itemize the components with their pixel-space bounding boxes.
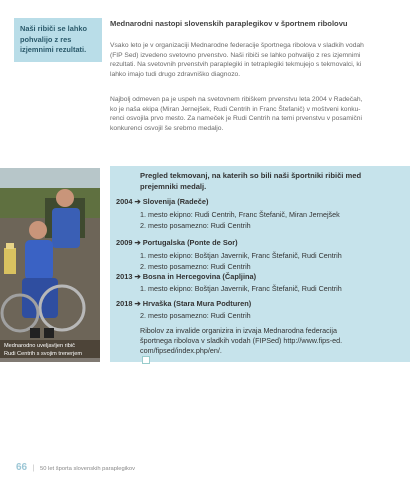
event-result: 2. mesto posamezno: Rudi Centrih	[140, 262, 251, 271]
organizer-info	[140, 326, 342, 364]
event-year-2013: 2013 ➔ Bosna in Hercegovina (Čapljina)	[116, 272, 257, 281]
pull-quote-box	[14, 18, 102, 62]
event-year-2004: 2004 ➔ Slovenija (Radeče)	[116, 197, 209, 206]
footer-separator: |	[32, 465, 35, 472]
medal-overview-panel	[110, 166, 410, 362]
pull-quote-line: pohvalijo z res	[20, 34, 72, 44]
organizer-link[interactable]: com/fipsed/index.php/en/.	[140, 346, 222, 355]
event-result: 2. mesto posamezno: Rudi Centrih	[140, 221, 251, 230]
event-year-2009: 2009 ➔ Portugalska (Ponte de Sor)	[116, 238, 238, 247]
caption-line: Rudi Centrih s svojim trenerjem	[4, 350, 83, 357]
event-result: 1. mesto ekipno: Boštjan Javernik, Franc Štefanič, Rudi Centrih	[140, 251, 342, 260]
paragraph-line: Najbolj odmeven pa je uspeh na svetovnem ribiškem prvenstvu leta 2004 v Radečah,	[110, 96, 363, 103]
paragraph-line: lahko imajo tudi drugo zdravniško diagnozo.	[110, 70, 241, 78]
paragraph-line: rezultati. Na svetovnih prvenstvih paraplegiki in tetraplegiki tekmujejo s tekmovalci, ki	[110, 61, 362, 69]
page-number: 66	[16, 462, 28, 473]
page-footer	[16, 462, 135, 473]
paragraph-line: renci osvojila prvo mesto. Za nameček je Rudi Centrih na temi prvenstvu v posamični	[110, 115, 363, 123]
info-line: Ribolov za invalide organizira in izvaja Mednarodna federacija	[140, 326, 337, 335]
pull-quote-line: Naši ribiči se lahko	[20, 24, 87, 33]
end-marker-icon	[142, 356, 150, 364]
athlete-photo-illustration	[0, 168, 100, 358]
panel-title-line: prejemniki medalj.	[140, 182, 207, 191]
caption-line: Mednarodno uveljavljen ribič	[4, 343, 75, 349]
paragraph-line: konkurenci osvojil še srebrno medaljo.	[110, 124, 224, 132]
article-heading: Mednarodni nastopi slovenskih paraplegikov v športnem ribolovu	[110, 19, 348, 28]
event-result: 2. mesto posamezno: Rudi Centrih	[140, 311, 251, 320]
panel-title	[140, 170, 361, 192]
info-line: športnega ribolova v sladkih vodah (FIPSed) http://www.fips-ed.	[140, 336, 343, 345]
pull-quote-line: izjemnimi rezultati.	[20, 45, 87, 54]
event-result: 1. mesto ekipno: Boštjan Javernik, Franc Štefanič, Rudi Centrih	[140, 284, 342, 293]
paragraph-line: ko je naša ekipa (Miran Jernejšek, Rudi Centrih in Franc Štefanič) v moštveni konku-	[110, 105, 361, 113]
footer-text: 50 let športa slovenskih paraplegikov	[39, 466, 136, 472]
info-line	[140, 346, 342, 364]
event-result: 1. mesto ekipno: Rudi Centrih, Franc Štefanič, Miran Jernejšek	[140, 210, 340, 219]
article-paragraph-2	[110, 95, 410, 133]
article-paragraph-1	[110, 41, 410, 79]
athlete-photo	[0, 168, 100, 358]
event-year-2018: 2018 ➔ Hrvaška (Stara Mura Podturen)	[116, 299, 252, 308]
paragraph-line: Vsako leto je v organizaciji Mednarodne federacije športnega ribolova v sladkih vodah	[110, 42, 364, 49]
panel-title-line: Pregled tekmovanj, na katerih so bili naši športniki ribiči med	[140, 171, 362, 180]
paragraph-line: (FIP Sed) izvedeno svetovno prvenstvo. Naši ribiči se lahko pohvalijo z res izjemnimi	[110, 51, 361, 59]
photo-caption	[0, 340, 100, 362]
